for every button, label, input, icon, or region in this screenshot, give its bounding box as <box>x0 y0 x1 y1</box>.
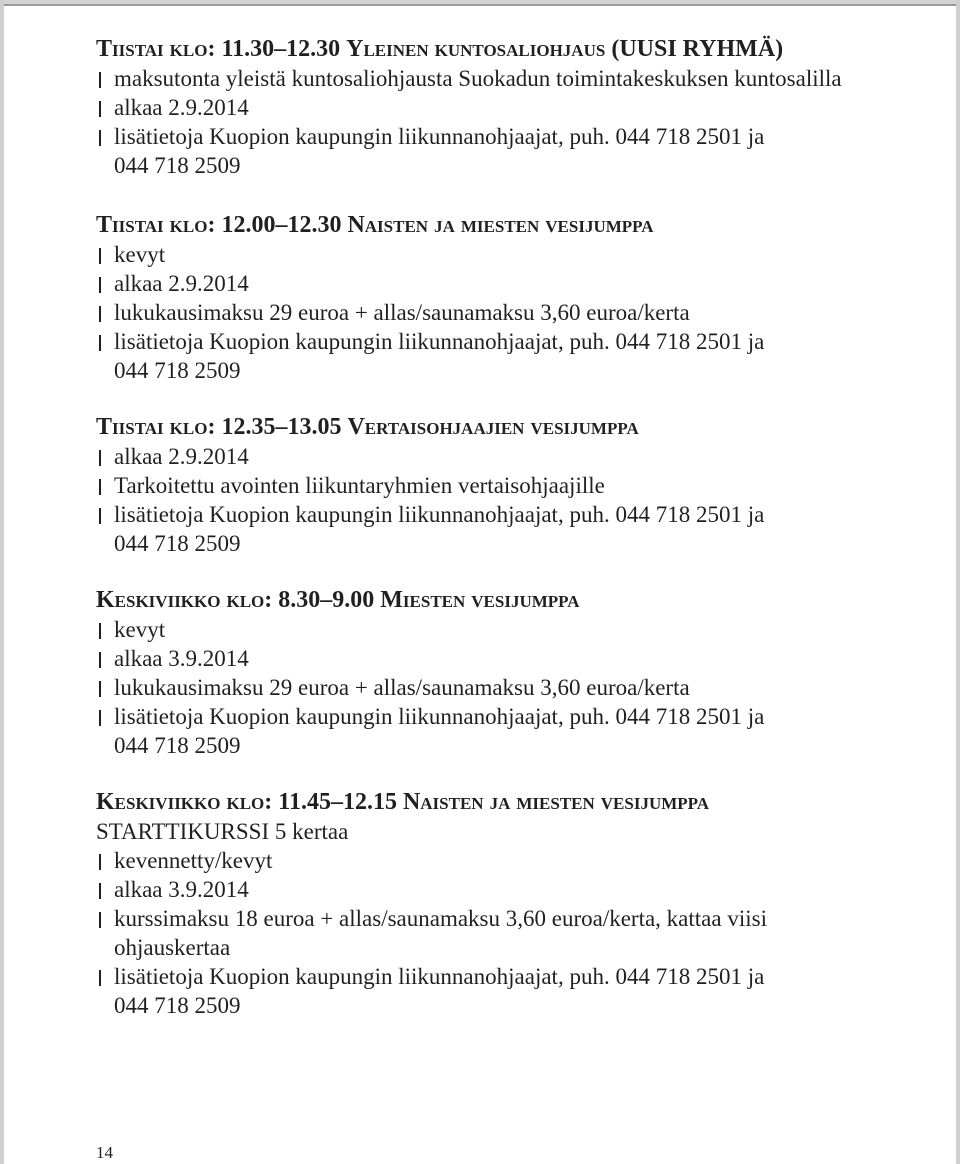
list-item-text: alkaa 2.9.2014 <box>114 271 249 296</box>
list-item <box>96 875 767 904</box>
list-item <box>96 327 764 385</box>
section-subtitle: STARTTIKURSSI 5 kertaa <box>96 819 349 844</box>
list-item-continuation: 044 718 2509 <box>114 733 241 758</box>
list-item-text: kevyt <box>114 617 166 642</box>
heading-title: Miesten vesijumppa <box>380 587 580 613</box>
schedule-section <box>96 585 764 760</box>
heading-time: klo: 8.30–9.00 <box>226 587 375 613</box>
heading-time: klo: 11.45–12.15 <box>226 789 397 815</box>
bullet-bar-icon <box>99 710 101 726</box>
list-item-text: alkaa 3.9.2014 <box>114 646 249 671</box>
list-item-text: lukukausimaksu 29 euroa + allas/saunamaksu 3,60 euroa/kerta <box>114 675 690 700</box>
heading-time: klo: 12.35–13.05 <box>169 414 342 440</box>
bullet-bar-icon <box>99 508 101 524</box>
bullet-bar-icon <box>99 652 101 668</box>
list-item <box>96 122 842 180</box>
heading-title: Naisten ja miesten vesijumppa <box>402 789 710 815</box>
list-item <box>96 500 764 558</box>
schedule-section <box>96 412 764 558</box>
list-item <box>96 240 764 269</box>
section-heading <box>96 34 842 64</box>
heading-title: Vertaisohjaajien vesijumppa <box>347 414 639 440</box>
list-item <box>96 673 764 702</box>
schedule-section <box>96 787 767 1020</box>
list-item-text: maksutonta yleistä kuntosaliohjausta Suokadun toimintakeskuksen kuntosalilla <box>114 66 842 91</box>
heading-day: Keskiviikko <box>96 789 221 815</box>
bullet-bar-icon <box>99 277 101 293</box>
section-heading <box>96 210 764 240</box>
bullet-bar-icon <box>99 623 101 639</box>
list-item <box>96 471 764 500</box>
list-item-text: alkaa 2.9.2014 <box>114 95 249 120</box>
section-heading <box>96 412 764 442</box>
bullet-bar-icon <box>99 970 101 986</box>
bullet-bar-icon <box>99 912 101 928</box>
section-heading <box>96 585 764 615</box>
bullet-bar-icon <box>99 306 101 322</box>
bullet-bar-icon <box>99 450 101 466</box>
heading-time: klo: 12.00–12.30 <box>169 212 342 238</box>
section-heading <box>96 787 767 817</box>
heading-title-suffix: (UUSI RYHMÄ) <box>611 36 784 62</box>
bullet-bar-icon <box>99 101 101 117</box>
list-item-text: lisätietoja Kuopion kaupungin liikunnanohjaajat, puh. 044 718 2501 ja <box>114 704 765 729</box>
list-item <box>96 962 767 1020</box>
list-item-continuation: 044 718 2509 <box>114 993 241 1018</box>
heading-day: Keskiviikko <box>96 587 221 613</box>
bullet-bar-icon <box>99 681 101 697</box>
list-item-continuation: 044 718 2509 <box>114 531 241 556</box>
bullet-bar-icon <box>99 479 101 495</box>
list-item <box>96 702 764 760</box>
list-item <box>96 298 764 327</box>
right-frame-border <box>956 0 960 1164</box>
heading-day: Tiistai <box>96 212 164 238</box>
schedule-section <box>96 210 764 385</box>
list-item-continuation: ohjauskertaa <box>114 935 231 960</box>
list-item-continuation: 044 718 2509 <box>114 358 241 383</box>
list-item <box>96 269 764 298</box>
list-item <box>96 442 764 471</box>
heading-title: Naisten ja miesten vesijumppa <box>347 212 654 238</box>
bullet-bar-icon <box>99 72 101 88</box>
list-item-text: lukukausimaksu 29 euroa + allas/saunamaksu 3,60 euroa/kerta <box>114 300 690 325</box>
list-item-text: lisätietoja Kuopion kaupungin liikunnanohjaajat, puh. 044 718 2501 ja <box>114 964 765 989</box>
top-frame-border <box>0 0 960 6</box>
list-item-text: alkaa 3.9.2014 <box>114 877 249 902</box>
list-item-text: Tarkoitettu avointen liikuntaryhmien vertaisohjaajille <box>114 473 605 498</box>
heading-day: Tiistai <box>96 414 164 440</box>
list-item-text: kurssimaksu 18 euroa + allas/saunamaksu 3,60 euroa/kerta, kattaa viisi <box>114 906 767 931</box>
left-frame-border <box>0 0 4 1164</box>
list-item-text: lisätietoja Kuopion kaupungin liikunnanohjaajat, puh. 044 718 2501 ja <box>114 124 765 149</box>
list-item <box>96 64 842 93</box>
list-item-text: kevyt <box>114 242 166 267</box>
list-item <box>96 93 842 122</box>
list-item <box>96 644 764 673</box>
list-item <box>96 846 767 875</box>
list-item-text: lisätietoja Kuopion kaupungin liikunnanohjaajat, puh. 044 718 2501 ja <box>114 329 765 354</box>
schedule-section <box>96 34 842 180</box>
list-item <box>96 615 764 644</box>
heading-time: klo: 11.30–12.30 <box>169 36 341 62</box>
heading-day: Tiistai <box>96 36 164 62</box>
list-item-text: kevennetty/kevyt <box>114 848 273 873</box>
bullet-bar-icon <box>99 130 101 146</box>
bullet-bar-icon <box>99 248 101 264</box>
list-item-text: lisätietoja Kuopion kaupungin liikunnanohjaajat, puh. 044 718 2501 ja <box>114 502 765 527</box>
heading-title: Yleinen kuntosaliohjaus <box>346 36 606 62</box>
bullet-bar-icon <box>99 335 101 351</box>
list-item <box>96 904 767 962</box>
page-number: 14 <box>96 1143 113 1162</box>
list-item-text: alkaa 2.9.2014 <box>114 444 249 469</box>
list-item-continuation: 044 718 2509 <box>114 153 241 178</box>
bullet-bar-icon <box>99 854 101 870</box>
bullet-bar-icon <box>99 883 101 899</box>
